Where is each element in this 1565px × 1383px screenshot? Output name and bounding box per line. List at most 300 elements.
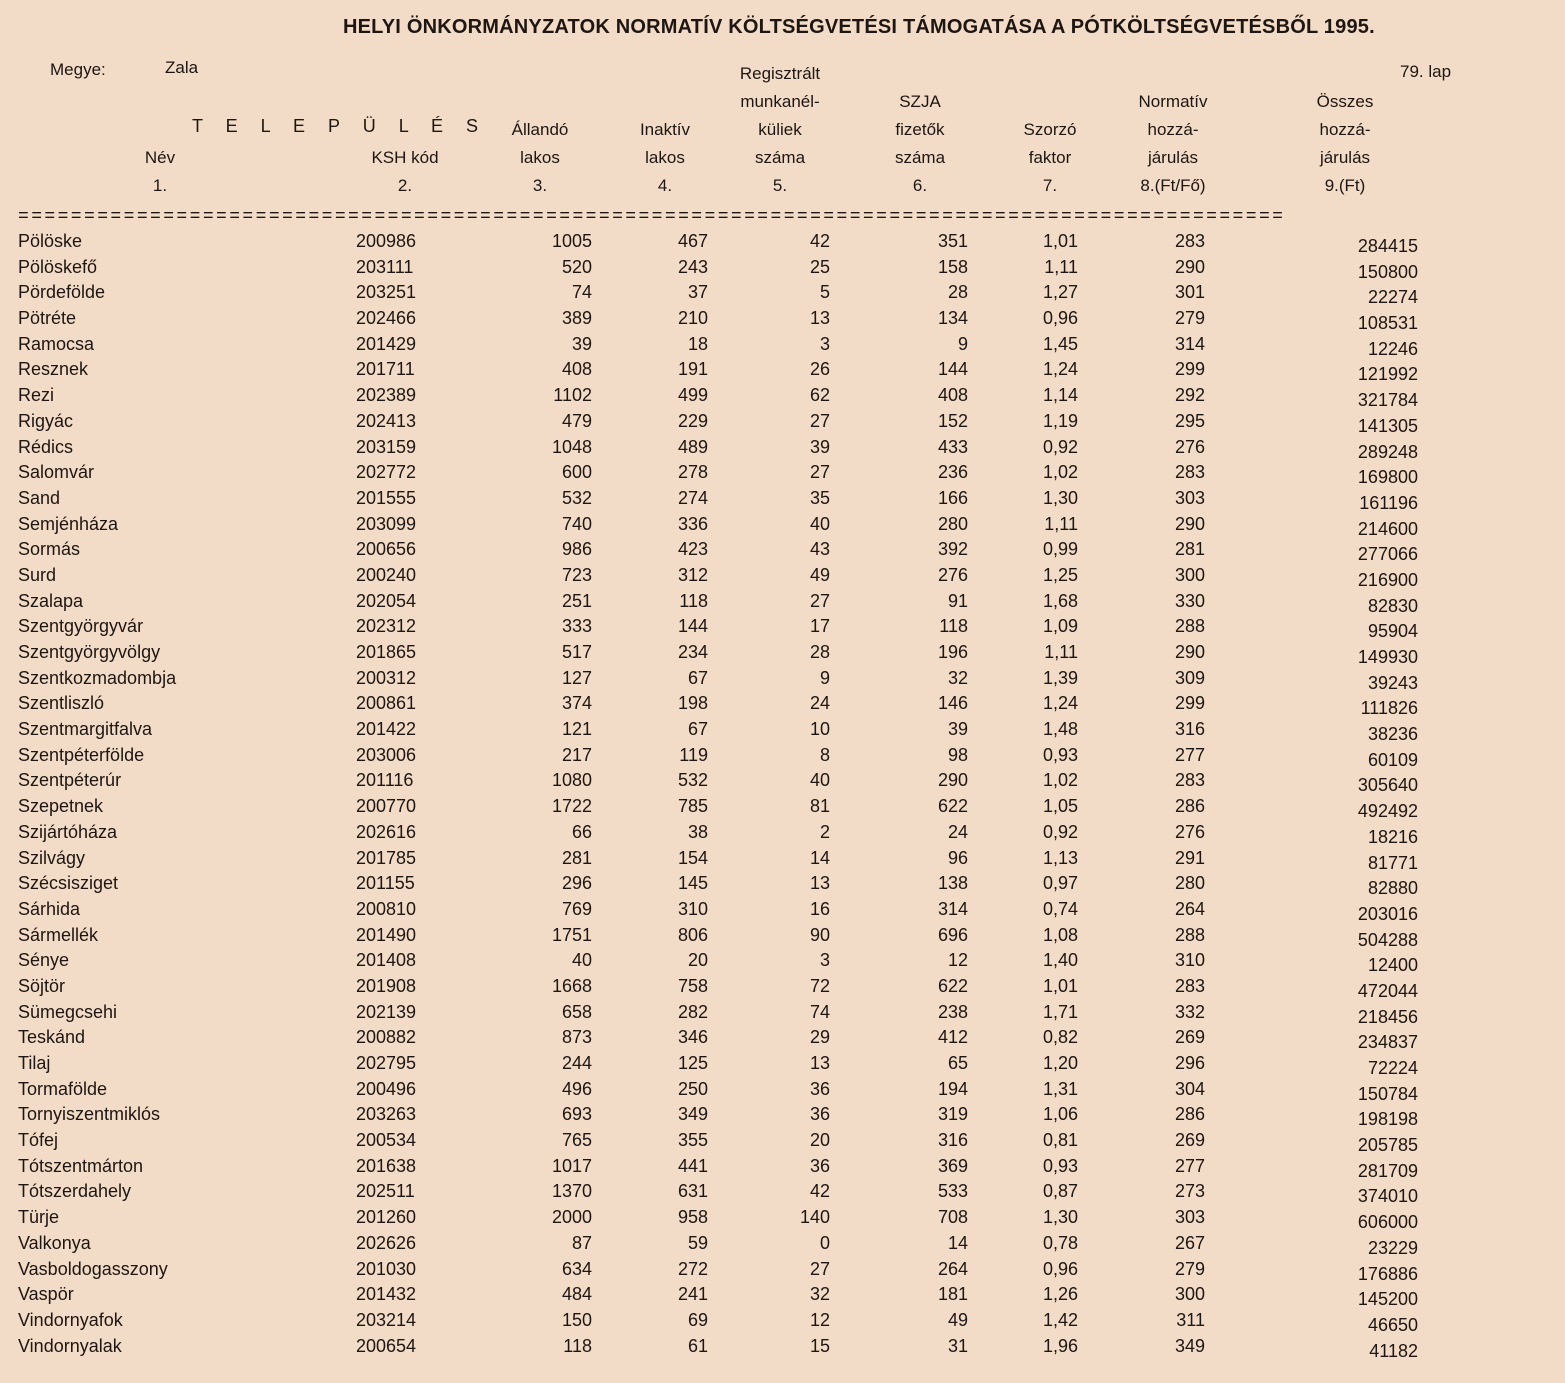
cell-ksh-code: 200861: [356, 693, 417, 714]
cell-inactive-residents: 154: [677, 847, 708, 868]
cell-total-contribution: 23229: [1367, 1237, 1418, 1258]
cell-multiplier-factor: 1,01: [1042, 975, 1078, 996]
cell-ksh-code: 201555: [356, 487, 417, 508]
cell-permanent-residents: 244: [561, 1053, 592, 1073]
cell-name: Szalapa: [18, 590, 84, 611]
cell-multiplier-factor: 1,14: [1042, 385, 1078, 406]
cell-szja-payers: 708: [937, 1207, 968, 1228]
cell-total-contribution: 216900: [1357, 569, 1418, 590]
cell-inactive-residents: 758: [677, 975, 708, 996]
data-table: [0, 231, 1565, 1361]
cell-normative-contribution: 269: [1174, 1027, 1205, 1048]
cell-normative-contribution: 304: [1174, 1078, 1205, 1099]
cell-normative-contribution: 303: [1174, 487, 1205, 508]
table-row: [0, 822, 1565, 848]
cell-ksh-code: 200882: [356, 1027, 417, 1048]
cell-total-contribution: 281709: [1357, 1160, 1418, 1181]
cell-ksh-code: 202054: [356, 590, 417, 611]
cell-permanent-residents: 389: [561, 308, 592, 329]
cell-normative-contribution: 295: [1174, 410, 1205, 431]
cell-total-contribution: 277066: [1357, 544, 1418, 565]
cell-total-contribution: 39243: [1367, 672, 1418, 693]
cell-normative-contribution: 269: [1174, 1130, 1205, 1151]
table-row: [0, 1284, 1565, 1310]
cell-permanent-residents: 2000: [551, 1207, 592, 1228]
table-row: [0, 873, 1565, 899]
cell-ksh-code: 201422: [356, 719, 417, 740]
cell-ksh-code: 202616: [356, 821, 417, 842]
cell-registered-unemployed: 27: [809, 590, 830, 611]
cell-registered-unemployed: 26: [809, 359, 830, 380]
table-row: [0, 437, 1565, 463]
cell-multiplier-factor: 1,19: [1042, 410, 1078, 431]
table-row: [0, 565, 1565, 591]
cell-permanent-residents: 251: [561, 590, 592, 611]
cell-normative-contribution: 349: [1174, 1335, 1205, 1356]
cell-normative-contribution: 314: [1174, 333, 1205, 354]
cell-szja-payers: 138: [937, 873, 968, 894]
cell-name: Vaspör: [18, 1284, 74, 1305]
header-col-2: [355, 144, 455, 200]
cell-ksh-code: 203006: [356, 744, 417, 765]
cell-szja-payers: 392: [937, 539, 968, 560]
cell-multiplier-factor: 0,74: [1042, 898, 1078, 919]
cell-name: Vasboldogasszony: [18, 1258, 168, 1279]
cell-szja-payers: 316: [937, 1130, 968, 1151]
cell-inactive-residents: 67: [687, 719, 708, 740]
cell-registered-unemployed: 13: [809, 873, 830, 894]
table-row: [0, 359, 1565, 385]
cell-total-contribution: 472044: [1357, 980, 1418, 1001]
cell-name: Pötréte: [18, 308, 77, 329]
cell-ksh-code: 201030: [356, 1258, 417, 1279]
cell-name: Valkonya: [18, 1232, 91, 1253]
cell-registered-unemployed: 13: [809, 308, 830, 329]
cell-name: Pölöske: [18, 231, 83, 251]
cell-multiplier-factor: 1,01: [1042, 231, 1078, 251]
cell-szja-payers: 238: [937, 1001, 968, 1022]
cell-total-contribution: 214600: [1357, 518, 1418, 539]
table-row: [0, 257, 1565, 283]
cell-normative-contribution: 283: [1174, 975, 1205, 996]
cell-szja-payers: 533: [937, 1181, 968, 1202]
cell-szja-payers: 24: [947, 821, 968, 842]
cell-ksh-code: 203263: [356, 1104, 417, 1125]
cell-normative-contribution: 309: [1174, 667, 1205, 688]
cell-inactive-residents: 423: [677, 539, 708, 560]
cell-ksh-code: 203214: [356, 1309, 417, 1330]
cell-name: Rédics: [18, 436, 74, 457]
header-col-3: [500, 116, 580, 200]
cell-total-contribution: 46650: [1367, 1314, 1418, 1335]
header-col-7-line-3: 7.: [1042, 176, 1058, 195]
cell-ksh-code: 202772: [356, 462, 417, 483]
table-row: [0, 334, 1565, 360]
cell-registered-unemployed: 12: [809, 1309, 830, 1330]
cell-szja-payers: 314: [937, 898, 968, 919]
cell-total-contribution: 492492: [1357, 801, 1418, 822]
cell-registered-unemployed: 36: [809, 1104, 830, 1125]
cell-normative-contribution: 303: [1174, 1207, 1205, 1228]
cell-inactive-residents: 144: [677, 616, 708, 637]
cell-registered-unemployed: 42: [809, 231, 830, 251]
cell-multiplier-factor: 1,24: [1042, 359, 1078, 380]
cell-registered-unemployed: 25: [809, 256, 830, 277]
cell-name: Vindornyalak: [18, 1335, 122, 1356]
cell-multiplier-factor: 0,92: [1042, 821, 1078, 842]
cell-permanent-residents: 600: [561, 462, 592, 483]
cell-inactive-residents: 467: [677, 231, 708, 251]
cell-szja-payers: 96: [947, 847, 968, 868]
table-row: [0, 231, 1565, 257]
cell-ksh-code: 202312: [356, 616, 417, 637]
cell-name: Szentpéterúr: [18, 770, 122, 791]
cell-ksh-code: 200810: [356, 898, 417, 919]
header-col-5-line-2: munkanél-: [740, 92, 820, 111]
cell-normative-contribution: 292: [1174, 385, 1205, 406]
cell-total-contribution: 305640: [1357, 775, 1418, 796]
cell-normative-contribution: 300: [1174, 1284, 1205, 1305]
cell-permanent-residents: 765: [561, 1130, 592, 1151]
cell-szja-payers: 412: [937, 1027, 968, 1048]
cell-multiplier-factor: 1,08: [1042, 924, 1078, 945]
table-row: [0, 1156, 1565, 1182]
table-row: [0, 745, 1565, 771]
cell-szja-payers: 134: [937, 308, 968, 329]
cell-name: Tótszentmárton: [18, 1155, 144, 1176]
cell-inactive-residents: 125: [677, 1053, 708, 1073]
cell-ksh-code: 201432: [356, 1284, 417, 1305]
cell-registered-unemployed: 35: [809, 487, 830, 508]
header-col-8: [1118, 88, 1228, 200]
cell-permanent-residents: 1080: [551, 770, 592, 791]
cell-registered-unemployed: 36: [809, 1078, 830, 1099]
cell-inactive-residents: 229: [677, 410, 708, 431]
cell-name: Surd: [18, 564, 57, 585]
cell-registered-unemployed: 42: [809, 1181, 830, 1202]
cell-inactive-residents: 489: [677, 436, 708, 457]
cell-normative-contribution: 291: [1174, 847, 1205, 868]
cell-normative-contribution: 316: [1174, 719, 1205, 740]
header-col-6-line-1: SZJA: [899, 92, 941, 111]
table-row: [0, 616, 1565, 642]
cell-szja-payers: 351: [937, 231, 968, 251]
cell-name: Szepetnek: [18, 796, 104, 817]
cell-multiplier-factor: 0,78: [1042, 1232, 1078, 1253]
cell-permanent-residents: 634: [561, 1258, 592, 1279]
cell-szja-payers: 146: [937, 693, 968, 714]
cell-registered-unemployed: 5: [819, 282, 830, 303]
cell-normative-contribution: 276: [1174, 821, 1205, 842]
cell-ksh-code: 200770: [356, 796, 417, 817]
cell-normative-contribution: 296: [1174, 1053, 1205, 1073]
cell-name: Rigyác: [18, 410, 74, 431]
cell-multiplier-factor: 0,96: [1042, 308, 1078, 329]
header-col-1-line-1: Név: [144, 148, 176, 167]
table-row: [0, 848, 1565, 874]
cell-szja-payers: 236: [937, 462, 968, 483]
cell-registered-unemployed: 40: [809, 770, 830, 791]
cell-szja-payers: 28: [947, 282, 968, 303]
cell-normative-contribution: 290: [1174, 256, 1205, 277]
cell-name: Semjénháza: [18, 513, 119, 534]
header-col-7-line-1: Szorzó: [1023, 120, 1077, 139]
cell-ksh-code: 200986: [356, 231, 417, 251]
cell-ksh-code: 201116: [356, 770, 414, 791]
cell-szja-payers: 14: [947, 1232, 968, 1253]
cell-inactive-residents: 336: [677, 513, 708, 534]
cell-multiplier-factor: 1,26: [1042, 1284, 1078, 1305]
header-col-7: [1010, 116, 1090, 200]
cell-multiplier-factor: 1,11: [1044, 256, 1078, 277]
cell-normative-contribution: 280: [1174, 873, 1205, 894]
cell-ksh-code: 202139: [356, 1001, 417, 1022]
cell-name: Tótszerdahely: [18, 1181, 132, 1202]
cell-multiplier-factor: 1,42: [1042, 1309, 1078, 1330]
cell-multiplier-factor: 1,96: [1042, 1335, 1078, 1356]
header-col-8-line-4: 8.(Ft/Fő): [1140, 176, 1206, 195]
cell-name: Szentgyörgyvölgy: [18, 642, 161, 662]
cell-szja-payers: 369: [937, 1155, 968, 1176]
cell-szja-payers: 276: [937, 564, 968, 585]
table-row: [0, 693, 1565, 719]
cell-name: Salomvár: [18, 462, 95, 483]
cell-normative-contribution: 299: [1174, 693, 1205, 714]
table-row: [0, 1130, 1565, 1156]
cell-total-contribution: 321784: [1357, 390, 1418, 411]
cell-multiplier-factor: 1,11: [1044, 513, 1078, 534]
cell-szja-payers: 181: [937, 1284, 968, 1305]
cell-name: Szentgyörgyvár: [18, 616, 144, 637]
cell-permanent-residents: 479: [561, 410, 592, 431]
cell-permanent-residents: 517: [561, 642, 592, 662]
header-col-4-line-2: lakos: [645, 148, 685, 167]
cell-registered-unemployed: 24: [809, 693, 830, 714]
cell-name: Szijártóháza: [18, 821, 118, 842]
cell-normative-contribution: 267: [1174, 1232, 1205, 1253]
cell-ksh-code: 203251: [356, 282, 417, 303]
cell-multiplier-factor: 1,05: [1042, 796, 1078, 817]
cell-name: Tófej: [18, 1130, 59, 1151]
cell-szja-payers: 264: [937, 1258, 968, 1279]
cell-registered-unemployed: 90: [809, 924, 830, 945]
cell-szja-payers: 65: [947, 1053, 968, 1073]
cell-szja-payers: 696: [937, 924, 968, 945]
cell-inactive-residents: 59: [687, 1232, 708, 1253]
cell-szja-payers: 280: [937, 513, 968, 534]
cell-permanent-residents: 1370: [551, 1181, 592, 1202]
cell-szja-payers: 290: [937, 770, 968, 791]
cell-total-contribution: 38236: [1367, 724, 1418, 745]
cell-szja-payers: 433: [937, 436, 968, 457]
header-col-7-line-2: faktor: [1028, 148, 1072, 167]
cell-total-contribution: 60109: [1367, 749, 1418, 770]
cell-multiplier-factor: 1,68: [1042, 590, 1078, 611]
cell-ksh-code: 201638: [356, 1155, 417, 1176]
table-row: [0, 1233, 1565, 1259]
table-row: [0, 488, 1565, 514]
cell-total-contribution: 205785: [1357, 1135, 1418, 1156]
cell-inactive-residents: 349: [677, 1104, 708, 1125]
cell-total-contribution: 22274: [1367, 287, 1418, 308]
cell-multiplier-factor: 1,20: [1042, 1053, 1078, 1073]
cell-ksh-code: 202511: [356, 1181, 415, 1202]
cell-registered-unemployed: 16: [809, 898, 830, 919]
cell-ksh-code: 201155: [356, 873, 415, 894]
cell-normative-contribution: 330: [1174, 590, 1205, 611]
cell-registered-unemployed: 140: [799, 1207, 830, 1228]
cell-name: Türje: [18, 1207, 60, 1228]
cell-ksh-code: 201429: [356, 333, 417, 354]
cell-registered-unemployed: 20: [809, 1130, 830, 1151]
cell-permanent-residents: 1751: [551, 924, 592, 945]
table-row: [0, 899, 1565, 925]
cell-registered-unemployed: 14: [809, 847, 830, 868]
cell-multiplier-factor: 1,24: [1042, 693, 1078, 714]
cell-total-contribution: 145200: [1357, 1289, 1418, 1310]
header-col-1: [140, 144, 180, 200]
cell-szja-payers: 32: [947, 667, 968, 688]
cell-total-contribution: 111826: [1360, 698, 1418, 719]
cell-permanent-residents: 1668: [551, 975, 592, 996]
cell-permanent-residents: 281: [561, 847, 592, 868]
cell-name: Szécsisziget: [18, 873, 119, 894]
cell-multiplier-factor: 0,81: [1042, 1130, 1078, 1151]
cell-permanent-residents: 520: [561, 256, 592, 277]
cell-total-contribution: 374010: [1357, 1186, 1418, 1207]
cell-permanent-residents: 121: [561, 719, 592, 740]
cell-multiplier-factor: 0,82: [1042, 1027, 1078, 1048]
cell-szja-payers: 622: [937, 796, 968, 817]
cell-inactive-residents: 631: [677, 1181, 708, 1202]
settlement-group-header: T E L E P Ü L É S: [192, 116, 488, 136]
cell-szja-payers: 98: [947, 744, 968, 765]
page-number: 79. lap: [1400, 62, 1452, 81]
cell-permanent-residents: 1048: [551, 436, 592, 457]
cell-szja-payers: 166: [937, 487, 968, 508]
cell-registered-unemployed: 27: [809, 1258, 830, 1279]
cell-szja-payers: 144: [937, 359, 968, 380]
cell-ksh-code: 202795: [356, 1053, 417, 1073]
cell-registered-unemployed: 9: [819, 667, 830, 688]
cell-inactive-residents: 355: [677, 1130, 708, 1151]
cell-total-contribution: 82880: [1367, 878, 1418, 899]
cell-inactive-residents: 312: [677, 564, 708, 585]
cell-permanent-residents: 1102: [553, 385, 592, 406]
cell-szja-payers: 158: [937, 256, 968, 277]
cell-multiplier-factor: 1,39: [1042, 667, 1078, 688]
cell-total-contribution: 198198: [1357, 1109, 1418, 1130]
header-col-2-line-1: KSH kód: [371, 148, 439, 167]
cell-name: Szentkozmadombja: [18, 667, 177, 688]
cell-normative-contribution: 277: [1174, 744, 1205, 765]
cell-permanent-residents: 74: [571, 282, 592, 303]
cell-total-contribution: 121992: [1357, 364, 1418, 385]
cell-normative-contribution: 277: [1174, 1155, 1205, 1176]
cell-name: Szentpéterfölde: [18, 744, 145, 765]
table-row: [0, 976, 1565, 1002]
table-row: [0, 1310, 1565, 1336]
cell-normative-contribution: 286: [1174, 1104, 1205, 1125]
table-row: [0, 925, 1565, 951]
header-col-1-line-2: 1.: [152, 176, 168, 195]
cell-szja-payers: 194: [937, 1078, 968, 1099]
cell-name: Sármellék: [18, 924, 99, 945]
cell-registered-unemployed: 29: [809, 1027, 830, 1048]
cell-permanent-residents: 723: [561, 564, 592, 585]
cell-name: Tormafölde: [18, 1078, 108, 1099]
cell-inactive-residents: 234: [677, 642, 708, 662]
cell-multiplier-factor: 1,11: [1044, 642, 1078, 662]
cell-szja-payers: 118: [939, 616, 968, 637]
cell-ksh-code: 203111: [356, 256, 414, 277]
cell-ksh-code: 200312: [356, 667, 417, 688]
cell-normative-contribution: 300: [1174, 564, 1205, 585]
cell-permanent-residents: 374: [561, 693, 592, 714]
header-col-4: [625, 116, 705, 200]
cell-szja-payers: 408: [937, 385, 968, 406]
cell-name: Sénye: [18, 950, 70, 971]
header-col-2-line-2: 2.: [397, 176, 413, 195]
cell-normative-contribution: 288: [1174, 616, 1205, 637]
cell-name: Sand: [18, 487, 61, 508]
cell-ksh-code: 200534: [356, 1130, 417, 1151]
cell-ksh-code: 201490: [356, 924, 417, 945]
table-row: [0, 1079, 1565, 1105]
cell-ksh-code: 202413: [356, 410, 417, 431]
cell-multiplier-factor: 1,30: [1042, 487, 1078, 508]
cell-multiplier-factor: 1,31: [1042, 1078, 1078, 1099]
header-col-9-line-3: járulás: [1319, 148, 1371, 167]
cell-name: Sümegcsehi: [18, 1001, 118, 1022]
table-row: [0, 950, 1565, 976]
table-row: [0, 1336, 1565, 1362]
cell-registered-unemployed: 32: [809, 1284, 830, 1305]
cell-szja-payers: 152: [937, 410, 968, 431]
header-col-6: [875, 88, 965, 200]
cell-name: Söjtör: [18, 975, 66, 996]
cell-multiplier-factor: 1,09: [1042, 616, 1078, 637]
cell-permanent-residents: 39: [571, 333, 592, 354]
cell-registered-unemployed: 39: [809, 436, 830, 457]
cell-multiplier-factor: 1,71: [1042, 1001, 1078, 1022]
table-row: [0, 1181, 1565, 1207]
cell-inactive-residents: 20: [687, 950, 708, 971]
cell-inactive-residents: 191: [677, 359, 708, 380]
cell-normative-contribution: 276: [1174, 436, 1205, 457]
cell-permanent-residents: 1017: [551, 1155, 592, 1176]
cell-total-contribution: 169800: [1357, 467, 1418, 488]
cell-multiplier-factor: 1,45: [1042, 333, 1078, 354]
cell-registered-unemployed: 8: [819, 744, 830, 765]
cell-ksh-code: 202389: [356, 385, 417, 406]
table-row: [0, 282, 1565, 308]
cell-ksh-code: 203159: [356, 436, 417, 457]
cell-ksh-code: 201785: [356, 847, 417, 868]
cell-permanent-residents: 296: [561, 873, 592, 894]
cell-total-contribution: 289248: [1357, 441, 1418, 462]
cell-total-contribution: 176886: [1357, 1263, 1418, 1284]
cell-total-contribution: 95904: [1367, 621, 1418, 642]
cell-multiplier-factor: 1,40: [1042, 950, 1078, 971]
cell-total-contribution: 150800: [1357, 261, 1418, 282]
cell-permanent-residents: 1722: [551, 796, 592, 817]
cell-inactive-residents: 282: [677, 1001, 708, 1022]
header-col-9-line-1: Összes: [1316, 92, 1374, 111]
header-col-9: [1300, 88, 1390, 200]
header-col-6-line-3: száma: [894, 148, 946, 167]
table-row: [0, 539, 1565, 565]
